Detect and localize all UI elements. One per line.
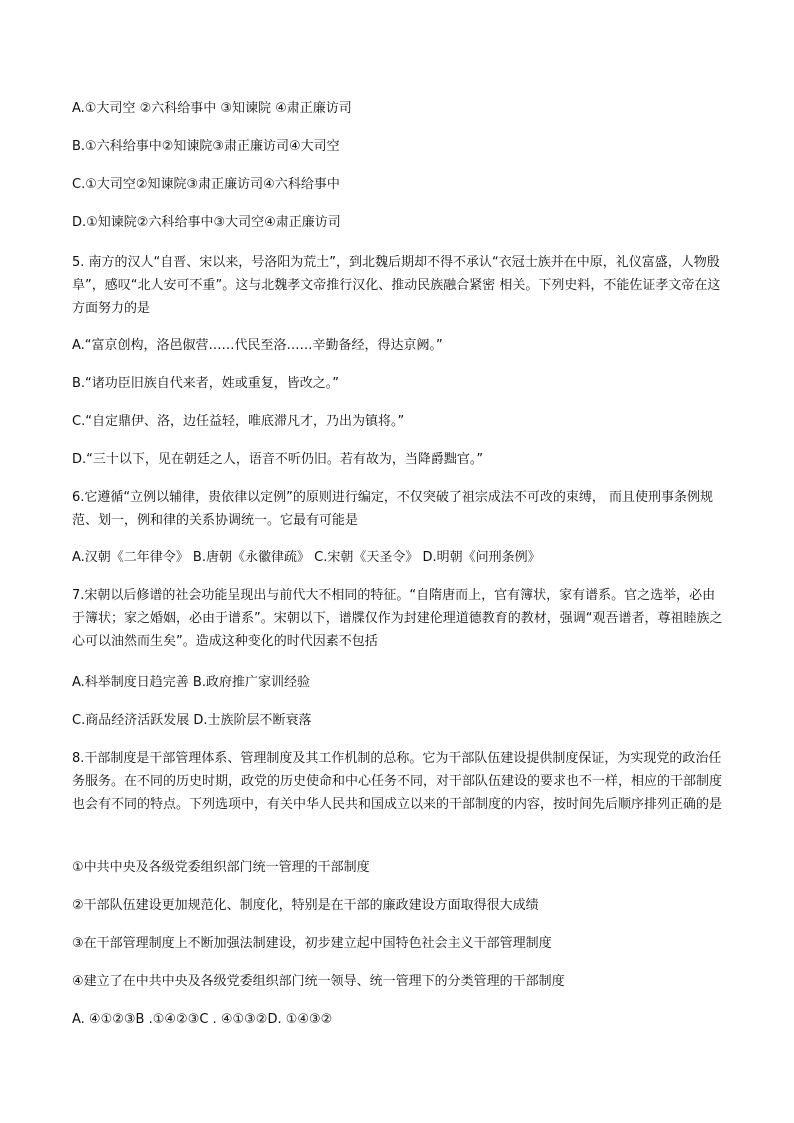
q7-stem: 7.宋朝以后修谱的社会功能呈现出与前代大不相同的特征。“自隋唐而上，官有簿状，家有谱系。官之选举，必由于簿状；家之婚姻，必由于谱系”。宋朝以下，谱牒仅作为封建伦理道德教育的教材，强调“观吾谱者，尊祖睦族之心可以油然而生矣”。造成这种变化的时代因素不包括	[72, 588, 723, 649]
q8-options: A. ④①②③B .①④②③C . ④①③②D. ①④③②	[72, 1012, 333, 1027]
q4-option-b: B.①六科给事中②知谏院③肃正廉访司④大司空	[72, 139, 340, 154]
q8-stem: 8.干部制度是干部管理体系、管理制度及其工作机制的总称。它为干部队伍建设提供制度保证，为实现党的政治任务服务。在不同的历史时期，政党的历史使命和中心任务不同，对干部队伍建设的要求也不一样，相应的干部制度也会有不同的特点。下列选项中，有关中华人民共和国成立以来的干部制度的内容，按时间先后顺序排列正确的是	[72, 751, 723, 812]
q5-stem: 5. 南方的汉人“自晋、宋以来，号洛阳为荒土”，到北魏后期却不得不承认“衣冠士族并在中原，礼仪富盛，人物殷阜”，感叹“北人安可不重”。这与北魏孝文帝推行汉化、推动民族融合紧密 相关。下列史料，不能佐证孝文帝在这方面努力的是	[72, 255, 721, 316]
q4-option-c: C.①大司空②知谏院③肃正廉访司④六科给事中	[72, 177, 340, 192]
q8-item-1: ①中共中央及各级党委组织部门统一管理的干部制度	[72, 860, 370, 875]
q8-item-2: ②干部队伍建设更加规范化、制度化，特别是在干部的廉政建设方面取得很大成绩	[72, 898, 539, 913]
q7-options-ab: A.科举制度日趋完善 B.政府推广家训经验	[72, 675, 310, 690]
q5-option-b: B.“诸功臣旧族自代来者，姓或重复，皆改之。”	[72, 376, 340, 391]
q5-option-a: A.“富京创构，洛邑俶营……代民至洛……辛勤备经，得达京阙。”	[72, 338, 443, 353]
q6-stem: 6.它遵循“立例以辅律，贵依律以定例”的原则进行编定，不仅突破了祖宗成法不可改的束缚， 而且使刑事条例规范、划一，例和律的关系协调统一。它最有可能是	[72, 490, 714, 528]
q4-option-d: D.①知谏院②六科给事中③大司空④肃正廉访司	[72, 215, 341, 230]
q8-item-3: ③在干部管理制度上不断加强法制建设，初步建立起中国特色社会主义干部管理制度	[72, 936, 552, 951]
q5-option-c: C.“自定鼎伊、洛，边任益轻，唯底滞凡才，乃出为镇将。”	[72, 414, 405, 429]
q5-option-d: D.“三十以下，见在朝廷之人，语音不听仍旧。若有故为，当降爵黜官。”	[72, 452, 484, 467]
q7-options-cd: C.商品经济活跃发展 D.士族阶层不断衰落	[72, 713, 312, 728]
q6-options: A.汉朝《二年律令》 B.唐朝《永徽律疏》 C.宋朝《天圣令》 D.明朝《问刑条例》	[72, 550, 541, 565]
q8-item-4: ④建立了在中共中央及各级党委组织部门统一领导、统一管理下的分类管理的干部制度	[72, 974, 565, 989]
q4-option-a: A.①大司空 ②六科给事中 ③知谏院 ④肃正廉访司	[72, 101, 352, 116]
